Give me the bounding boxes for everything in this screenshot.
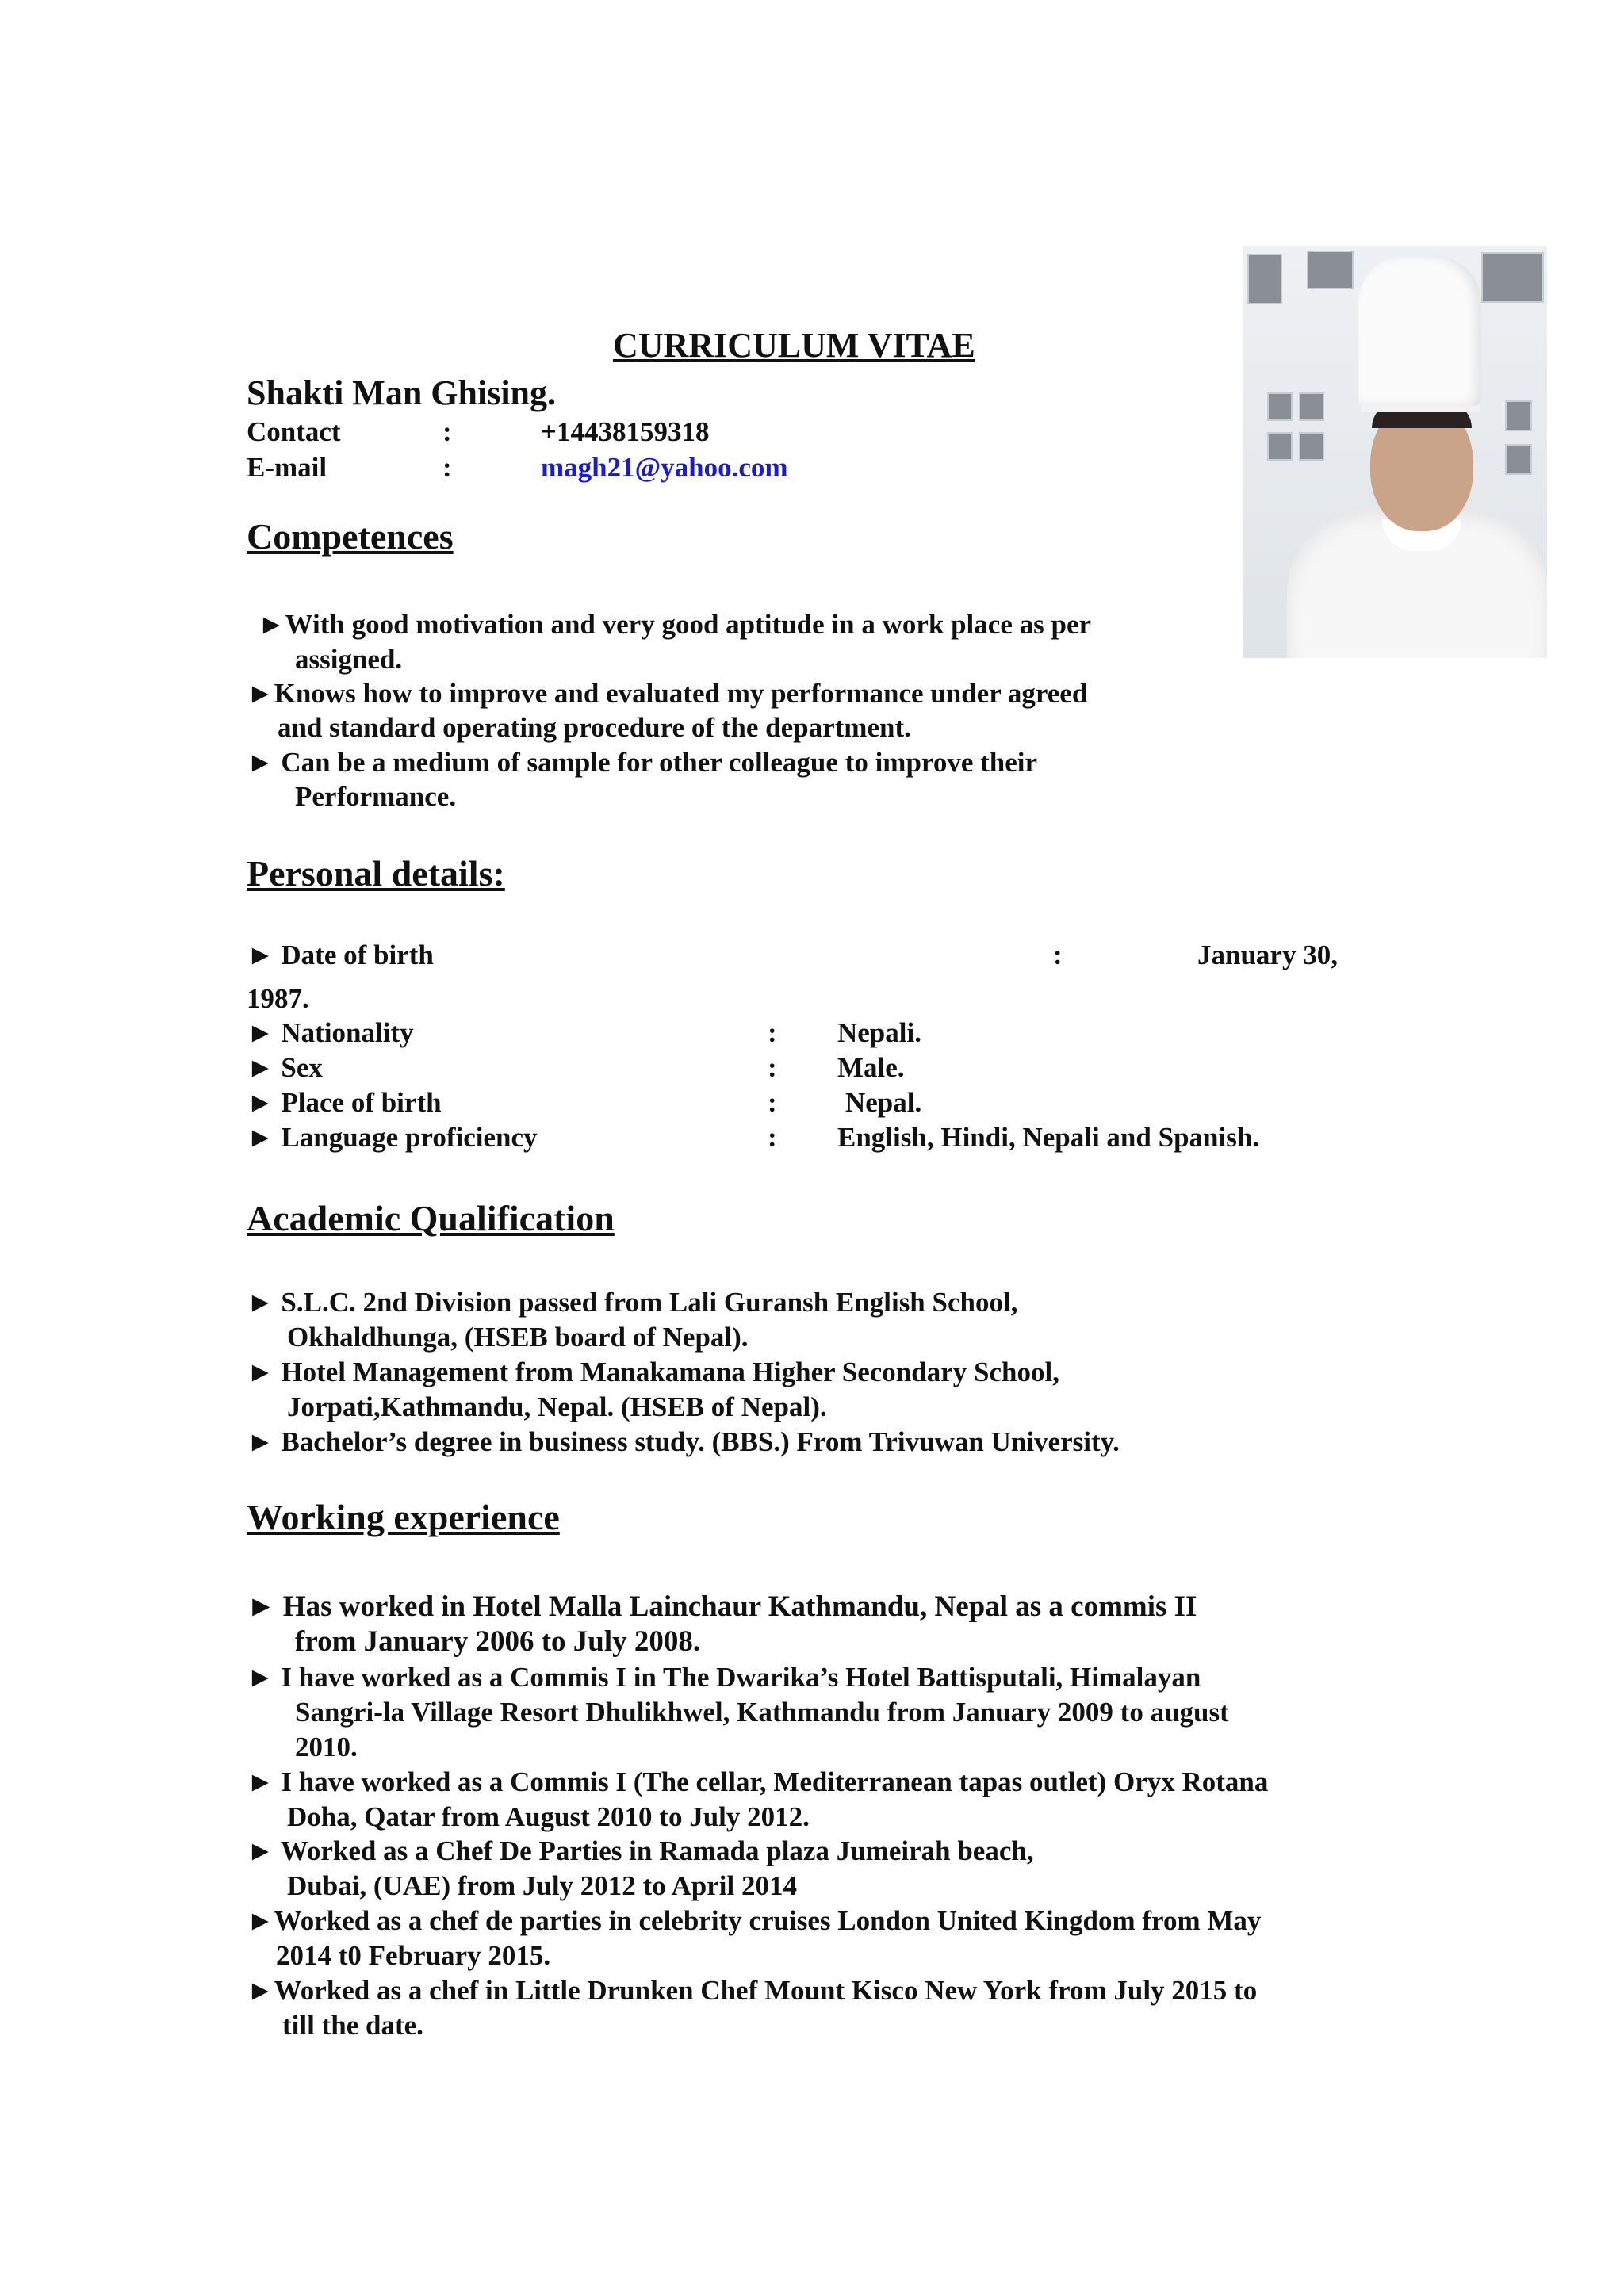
work-line: ► I have worked as a Commis I in The Dwarika’s Hotel Battisputali, Himalayan: [247, 1662, 1201, 1693]
contact-label: Contact: [247, 416, 341, 447]
work-line: ►Worked as a chef de parties in celebrity cruises London United Kingdom from May: [247, 1905, 1262, 1936]
academic-line: ► Hotel Management from Manakamana Higher Secondary School,: [247, 1357, 1059, 1387]
work-line: Sangri-la Village Resort Dhulikhwel, Kathmandu from January 2009 to august: [295, 1697, 1229, 1728]
dob-value-year: 1987.: [247, 983, 309, 1014]
wall-picture: [1267, 392, 1293, 421]
academic-heading: Academic Qualification: [247, 1198, 615, 1238]
language-label: ► Language proficiency: [247, 1122, 538, 1153]
email-link[interactable]: magh21@yahoo.com: [541, 452, 788, 483]
dob-label: ► Date of birth: [247, 939, 434, 970]
dob-separator: :: [1053, 939, 1063, 970]
academic-line: Jorpati,Kathmandu, Nepal. (HSEB of Nepal).: [287, 1391, 827, 1422]
work-line: 2014 t0 February 2015.: [276, 1940, 551, 1971]
candidate-name: Shakti Man Ghising.: [247, 373, 557, 412]
sex-label: ► Sex: [247, 1052, 323, 1083]
place-of-birth-label: ► Place of birth: [247, 1087, 442, 1118]
competence-line: ►With good motivation and very good aptitude in a work place as per: [258, 609, 1092, 640]
phone-number: +14438159318: [541, 416, 710, 447]
language-value: English, Hindi, Nepali and Spanish.: [837, 1122, 1260, 1153]
nationality-value: Nepali.: [837, 1017, 921, 1048]
work-line: from January 2006 to July 2008.: [295, 1625, 701, 1658]
wall-picture: [1505, 444, 1532, 475]
sex-value: Male.: [837, 1052, 905, 1083]
wall-picture: [1505, 400, 1532, 431]
wall-picture: [1247, 254, 1282, 304]
competence-line: ►Knows how to improve and evaluated my performance under agreed: [247, 678, 1088, 709]
contact-separator: :: [442, 416, 452, 447]
wall-picture: [1299, 392, 1324, 421]
working-experience-heading: Working experience: [247, 1497, 560, 1537]
place-of-birth-value: Nepal.: [845, 1087, 922, 1118]
competence-line: and standard operating procedure of the department.: [278, 712, 911, 743]
chef-hat-icon: [1358, 255, 1481, 406]
place-of-birth-separator: :: [768, 1087, 777, 1118]
work-line: Doha, Qatar from August 2010 to July 2012.: [287, 1801, 810, 1832]
work-line: ► Has worked in Hotel Malla Lainchaur Kathmandu, Nepal as a commis II: [247, 1590, 1197, 1623]
competences-heading: Competences: [247, 516, 454, 557]
competence-line: Performance.: [295, 781, 457, 812]
work-line: 2010.: [295, 1732, 358, 1762]
academic-line: Okhaldhunga, (HSEB board of Nepal).: [287, 1322, 749, 1353]
competence-line: ► Can be a medium of sample for other colleague to improve their: [247, 747, 1038, 778]
wall-picture: [1267, 432, 1293, 461]
wall-picture: [1481, 252, 1544, 303]
email-label: E-mail: [247, 452, 327, 483]
academic-line: ► S.L.C. 2nd Division passed from Lali Guransh English School,: [247, 1287, 1018, 1318]
wall-picture: [1299, 432, 1324, 461]
sex-separator: :: [768, 1052, 777, 1083]
nationality-separator: :: [768, 1017, 777, 1048]
wall-picture: [1307, 251, 1354, 289]
document-title: CURRICULUM VITAE: [613, 326, 975, 365]
personal-details-heading: Personal details:: [247, 853, 505, 894]
work-line: ► I have worked as a Commis I (The cellar, Mediterranean tapas outlet) Oryx Rotana: [247, 1766, 1269, 1797]
language-separator: :: [768, 1122, 777, 1153]
work-line: till the date.: [282, 2010, 423, 2041]
work-line: ► Worked as a Chef De Parties in Ramada plaza Jumeirah beach,: [247, 1835, 1034, 1866]
work-line: ►Worked as a chef in Little Drunken Chef Mount Kisco New York from July 2015 to: [247, 1975, 1258, 2006]
work-line: Dubai, (UAE) from July 2012 to April 2014: [287, 1870, 797, 1901]
email-separator: :: [442, 452, 452, 483]
academic-line: ► Bachelor’s degree in business study. (BBS.) From Trivuwan University.: [247, 1426, 1120, 1457]
competence-line: assigned.: [295, 644, 403, 675]
dob-value: January 30,: [1197, 939, 1338, 970]
profile-photo: [1243, 246, 1547, 658]
nationality-label: ► Nationality: [247, 1017, 414, 1048]
